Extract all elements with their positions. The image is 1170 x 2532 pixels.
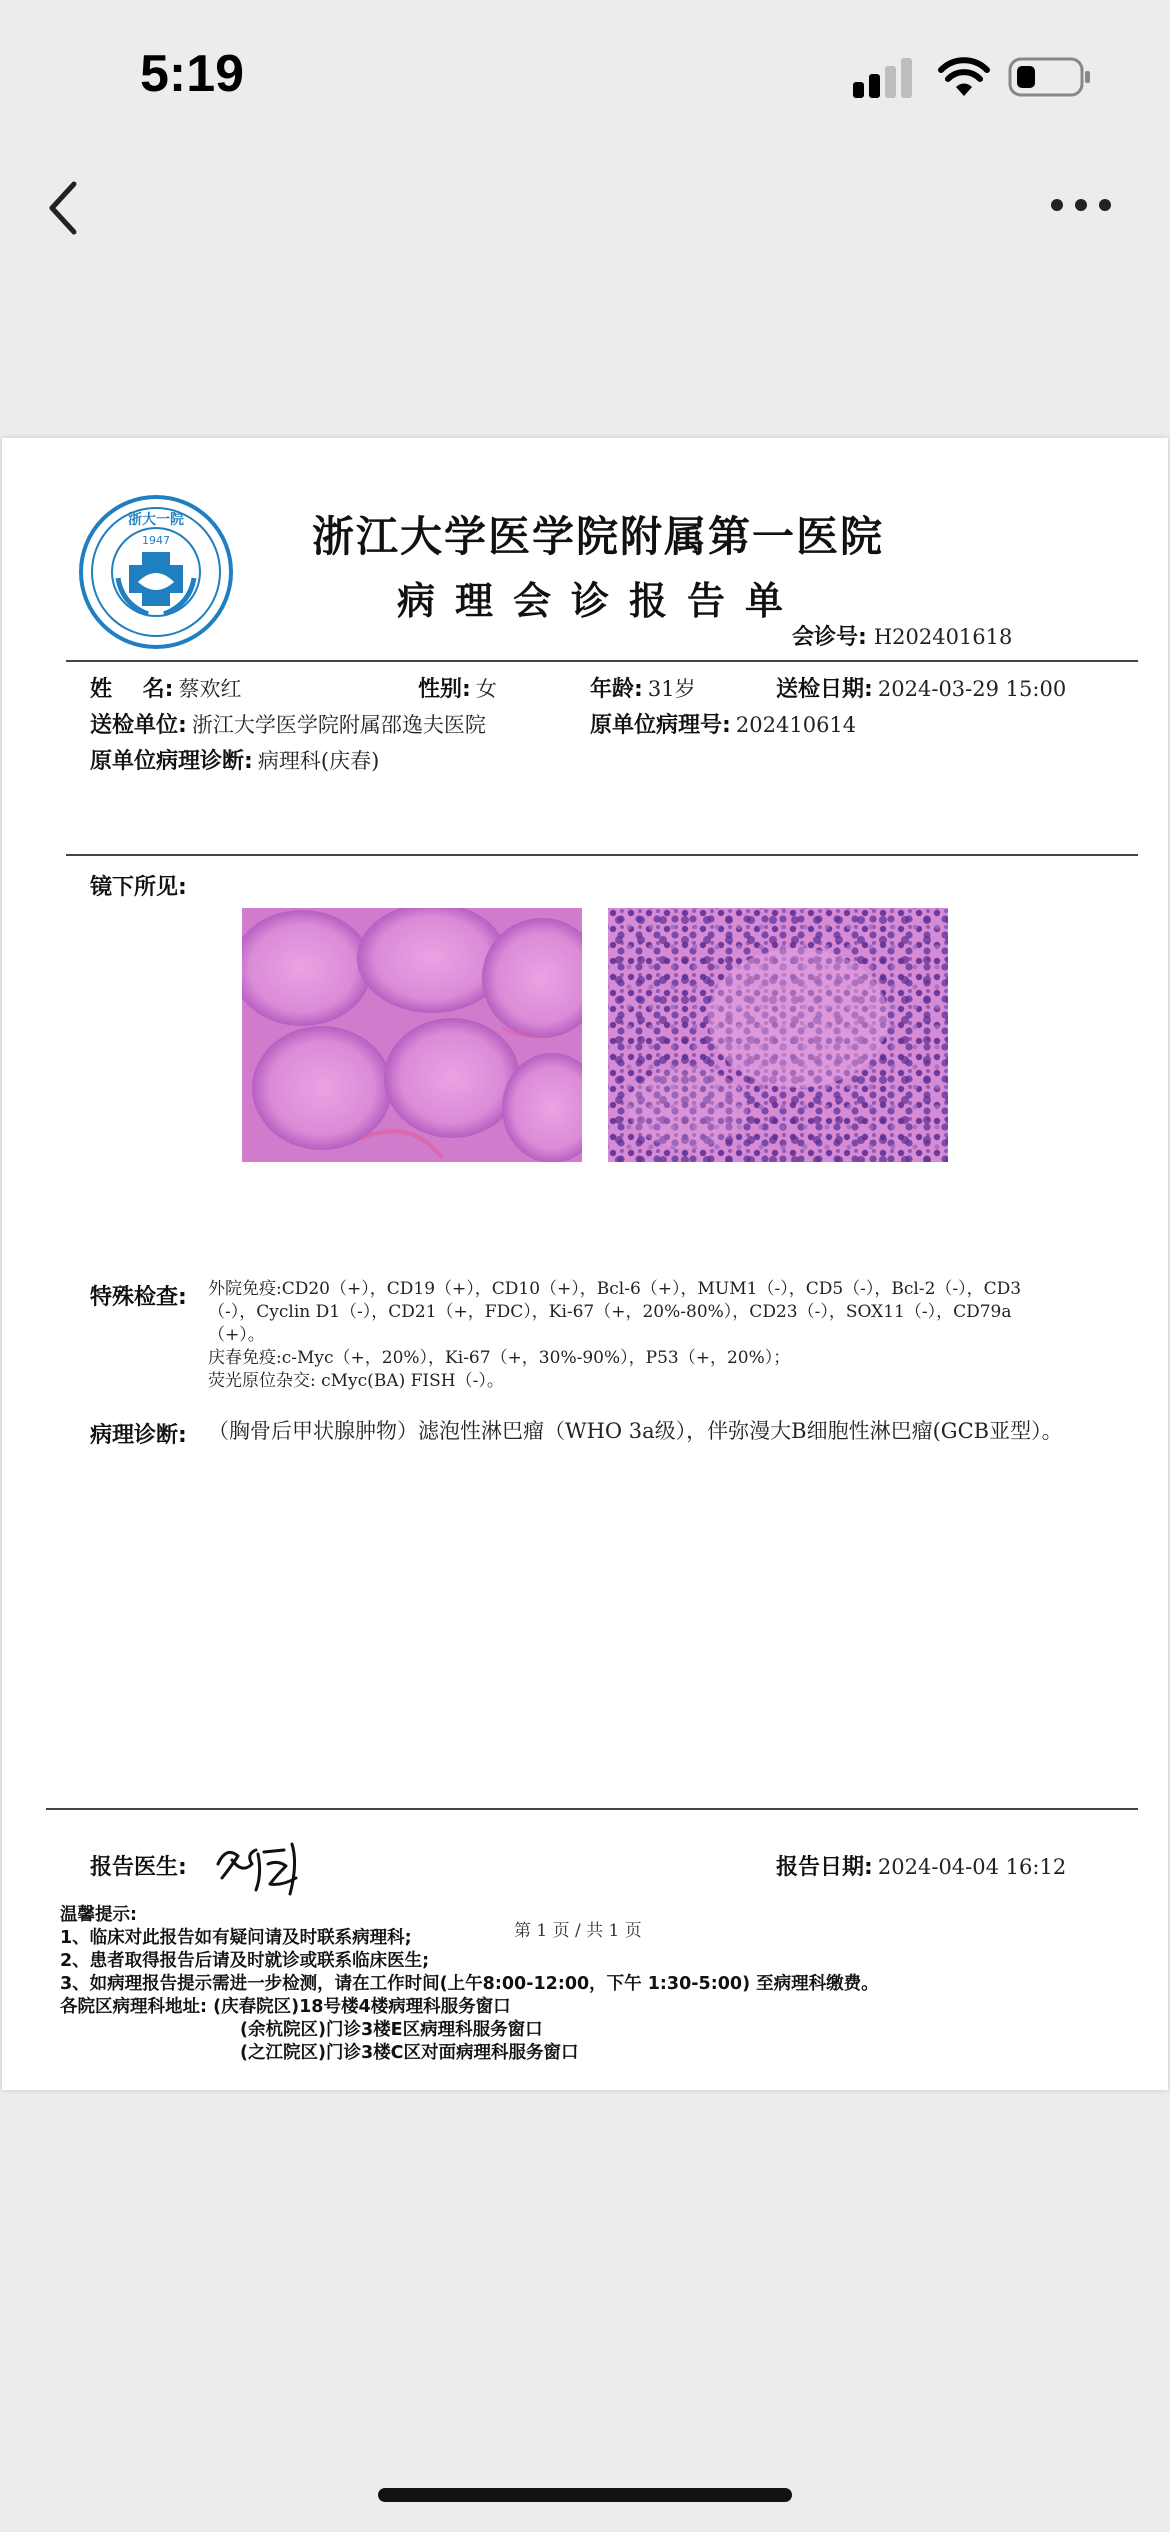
special-line: （+）。	[208, 1325, 265, 1345]
home-indicator[interactable]	[378, 2488, 792, 2502]
logo-text: 浙大一院	[128, 512, 184, 528]
special-line: 荧光原位杂交: cMyc(BA) FISH（-）。	[208, 1371, 504, 1391]
back-button[interactable]	[40, 176, 90, 240]
age-value: 31岁	[647, 677, 696, 701]
sex-label: 性别:	[418, 677, 471, 702]
wifi-icon	[938, 56, 990, 98]
notes-line: 3、如病理报告提示需进一步检测，请在工作时间(上午8:00-12:00，下午 1:30-5:00) 至病理科缴费。	[60, 1974, 879, 1994]
patient-sex	[418, 672, 497, 703]
notes-line: 各院区病理科地址: (庆春院区)18号楼4楼病理科服务窗口	[60, 1997, 511, 2017]
notes-line: (余杭院区)门诊3楼E区病理科服务窗口	[240, 2020, 543, 2040]
cellular-signal-icon	[853, 58, 915, 98]
notes-title: 温馨提示:	[60, 1905, 137, 1925]
name-label: 姓 名:	[90, 677, 174, 702]
submit-unit-value: 浙江大学医学院附属邵逸夫医院	[191, 713, 486, 737]
orig-path-no-value: 202410614	[735, 713, 857, 737]
micrograph-high-power	[608, 908, 948, 1162]
battery-icon	[1008, 56, 1092, 98]
micrograph-low-power	[242, 908, 582, 1162]
report-date	[776, 1850, 1066, 1881]
pathology-report-document	[2, 438, 1168, 2090]
orig-diag-label: 原单位病理诊断:	[90, 749, 253, 774]
diagnosis-text: （胸骨后甲状腺肿物）滤泡性淋巴瘤（WHO 3a级），伴弥漫大B细胞性淋巴瘤(GCB亚型）。	[208, 1419, 1063, 1443]
sex-value: 女	[475, 677, 497, 701]
special-exam-label: 特殊检查:	[90, 1285, 187, 1310]
doctor-signature	[212, 1834, 312, 1898]
hospital-name: 浙江大学医学院附属第一医院	[312, 512, 885, 561]
patient-name	[90, 672, 242, 703]
report-date-value: 2024-04-04 16:12	[877, 1855, 1067, 1879]
report-date-label: 报告日期:	[776, 1855, 873, 1880]
submit-date-value: 2024-03-29 15:00	[877, 677, 1067, 701]
patient-age	[590, 672, 696, 703]
submit-date	[776, 672, 1066, 703]
special-line: （-），Cyclin D1（-），CD21（+，FDC），Ki-67（+，20%-80%），CD23（-），SOX11（-），CD79a	[208, 1302, 1012, 1322]
name-value: 蔡欢红	[178, 677, 242, 701]
orig-path-no-label: 原单位病理号:	[590, 713, 731, 738]
submit-unit	[90, 708, 486, 739]
submit-unit-label: 送检单位:	[90, 713, 187, 738]
status-time: 5:19	[140, 45, 245, 103]
special-line: 庆春免疫:c-Myc（+，20%），Ki-67（+，30%-90%），P53（+，20%）；	[208, 1348, 791, 1368]
report-title: 病理会诊报告单	[397, 579, 804, 623]
orig-pathology-no	[590, 708, 856, 739]
logo-year: 1947	[142, 534, 170, 547]
footer-divider	[46, 1808, 1138, 1810]
age-label: 年龄:	[590, 677, 643, 702]
report-doctor-label: 报告医生:	[90, 1855, 187, 1880]
hospital-logo	[78, 494, 234, 650]
nav-bar	[0, 150, 1170, 280]
special-exam-text	[208, 1278, 1098, 1393]
page-indicator: 第 1 页 / 共 1 页	[514, 1921, 642, 1941]
submit-date-label: 送检日期:	[776, 677, 873, 702]
consult-number	[792, 620, 1012, 651]
notes-section	[60, 1904, 1120, 2065]
notes-line: 1、临床对此报告如有疑问请及时联系病理科;	[60, 1928, 412, 1948]
consult-no-value: H202401618	[873, 625, 1013, 649]
notes-line: 2、患者取得报告后请及时就诊或联系临床医生;	[60, 1951, 430, 1971]
header-divider	[66, 660, 1138, 662]
status-bar	[0, 0, 1170, 150]
orig-diag-value: 病理科(庆春)	[257, 749, 380, 773]
more-options-button[interactable]	[1046, 190, 1116, 220]
notes-line: (之江院区)门诊3楼C区对面病理科服务窗口	[240, 2043, 579, 2063]
orig-pathology-diagnosis	[90, 744, 379, 775]
special-line: 外院免疫:CD20（+），CD19（+），CD10（+），Bcl-6（+），MUM1（-），CD5（-），Bcl-2（-），CD3	[208, 1279, 1022, 1299]
consult-no-label: 会诊号:	[792, 625, 867, 650]
diagnosis-label: 病理诊断:	[90, 1423, 187, 1448]
microscopy-label: 镜下所见:	[90, 875, 187, 900]
section-divider	[66, 854, 1138, 856]
